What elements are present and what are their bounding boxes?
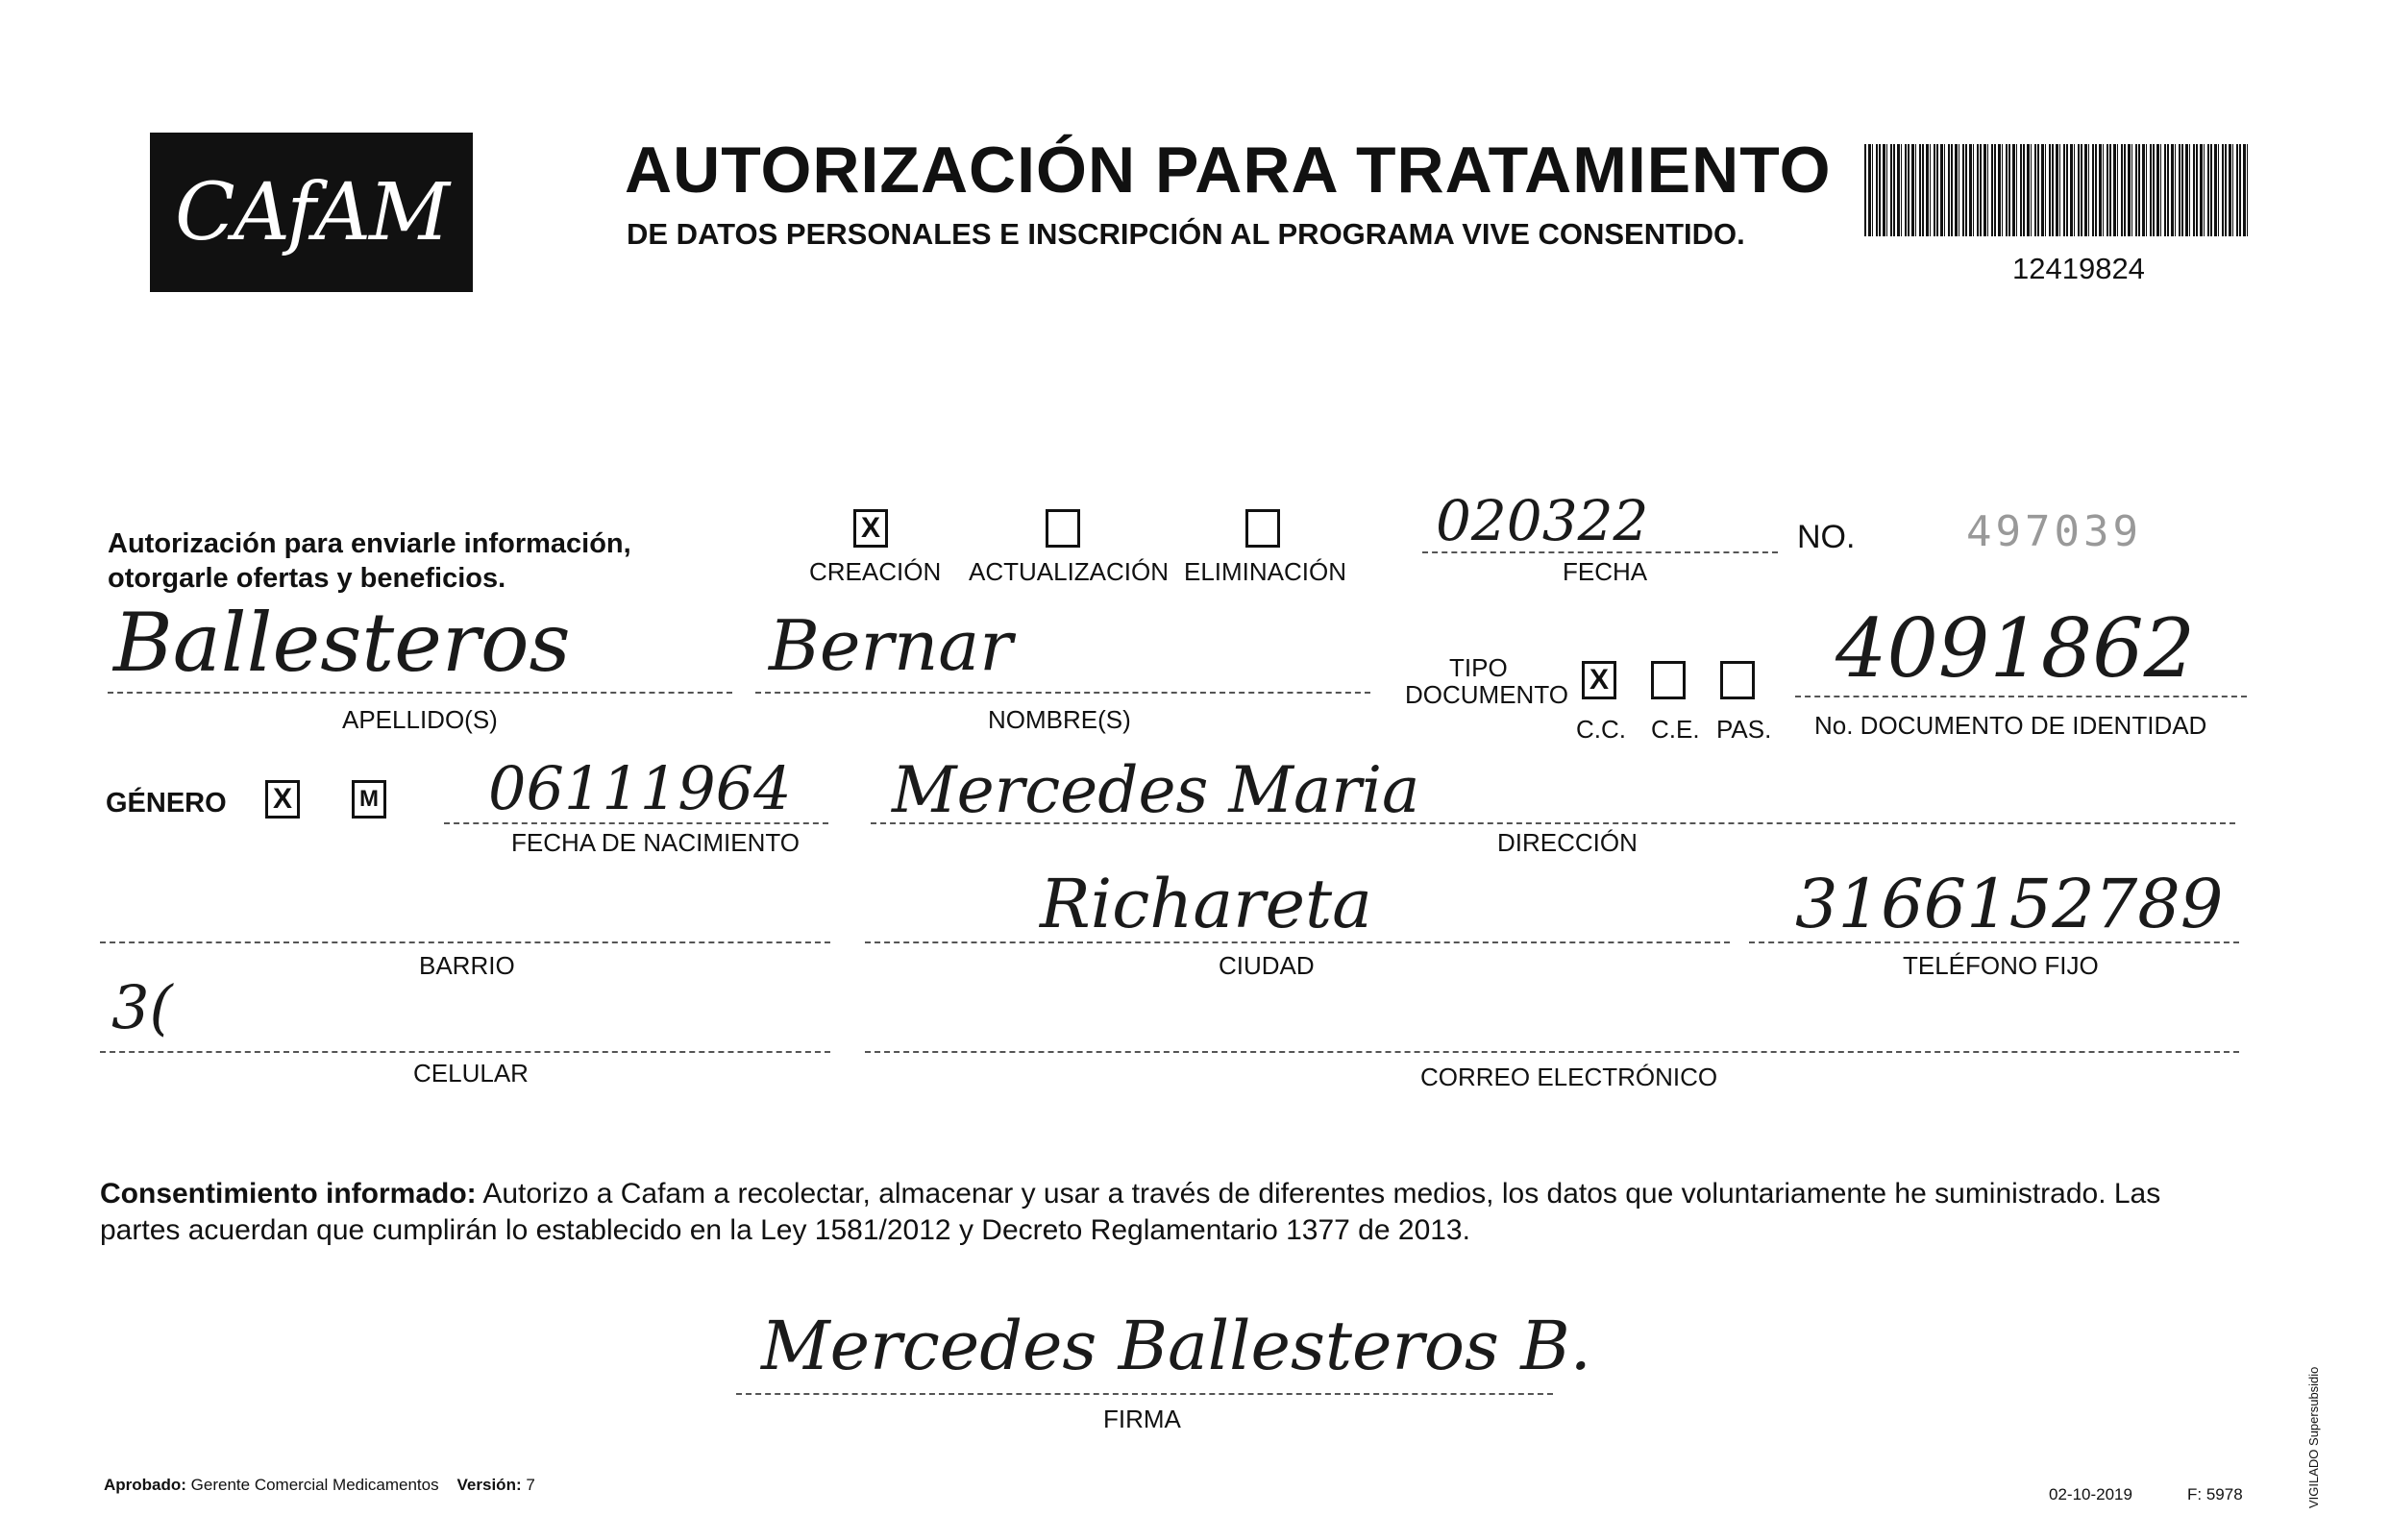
footer-approval	[104, 1476, 535, 1495]
apellidos-value[interactable]: Ballesteros	[113, 596, 571, 690]
creacion-label: CREACIÓN	[809, 557, 942, 586]
barrio-label: BARRIO	[419, 951, 515, 980]
numero-value: 497039	[1966, 507, 2142, 556]
vigilado-side-text: VIGILADO Supersubsidio	[2306, 1366, 2321, 1508]
correo-line	[865, 1051, 2239, 1053]
telefono-label: TELÉFONO FIJO	[1903, 951, 2099, 980]
direccion-label: DIRECCIÓN	[1497, 828, 1638, 857]
document-title: AUTORIZACIÓN PARA TRATAMIENTO	[625, 134, 1832, 207]
cc-label: C.C.	[1576, 715, 1626, 744]
barcode	[1864, 144, 2251, 236]
pas-checkbox[interactable]	[1720, 661, 1755, 699]
cafam-logo	[150, 133, 473, 292]
genero-m-checkbox[interactable]: M	[352, 780, 386, 819]
footer-date: 02-10-2019	[2049, 1485, 2132, 1503]
apellidos-label: APELLIDO(S)	[342, 705, 498, 734]
apellidos-line	[108, 692, 732, 694]
tipo-documento-label-1: TIPO	[1449, 653, 1508, 682]
ciudad-label: CIUDAD	[1219, 951, 1315, 980]
celular-line	[100, 1051, 830, 1053]
aprobado-label: Aprobado:	[104, 1476, 186, 1494]
actualizacion-checkbox[interactable]	[1046, 509, 1080, 548]
genero-label: GÉNERO	[106, 788, 227, 819]
actualizacion-label: ACTUALIZACIÓN	[969, 557, 1170, 586]
cc-checkbox[interactable]: X	[1582, 661, 1616, 699]
signature-line	[736, 1393, 1553, 1395]
consent-text: Autorizo a Cafam a recolectar, almacenar y usar a través de diferentes medios, los datos que voluntariamente he suministrado. Las partes acuerdan que cumplirán lo establecido en la Ley 1581/2012 y Decreto Reglamentario 1377 de 2013.	[100, 1178, 2161, 1246]
nacimiento-value[interactable]: 06111964	[488, 753, 792, 823]
telefono-value[interactable]: 3166152789	[1795, 865, 2224, 943]
authorization-text-line2: otorgarle ofertas y beneficios.	[108, 563, 506, 594]
barrio-line	[100, 941, 830, 943]
firma-label: FIRMA	[1103, 1405, 1181, 1433]
ce-label: C.E.	[1651, 715, 1700, 744]
creacion-checkbox[interactable]: X	[853, 509, 888, 548]
consent-paragraph	[100, 1176, 2233, 1249]
celular-label: CELULAR	[413, 1059, 529, 1088]
ciudad-value[interactable]: Richareta	[1040, 865, 1372, 943]
nombres-label: NOMBRE(S)	[988, 705, 1131, 734]
nacimiento-line	[444, 822, 828, 824]
ciudad-line	[865, 941, 1730, 943]
authorization-text-line1: Autorización para enviarle información,	[108, 528, 631, 559]
ce-checkbox[interactable]	[1651, 661, 1686, 699]
fecha-value[interactable]: 020322	[1436, 488, 1649, 553]
celular-value[interactable]: 3(	[111, 972, 173, 1042]
fecha-label: FECHA	[1563, 557, 1648, 586]
eliminacion-label: ELIMINACIÓN	[1184, 557, 1347, 586]
nacimiento-label: FECHA DE NACIMIENTO	[511, 828, 801, 857]
consent-heading: Consentimiento informado:	[100, 1178, 477, 1210]
genero-f-checkbox[interactable]: X	[265, 780, 300, 819]
version-label: Versión:	[456, 1476, 522, 1494]
pas-label: PAS.	[1716, 715, 1772, 744]
direccion-line	[871, 822, 2235, 824]
fecha-line	[1422, 551, 1778, 553]
telefono-line	[1749, 941, 2239, 943]
nombres-line	[755, 692, 1370, 694]
nombres-value[interactable]: Bernar	[769, 605, 1013, 686]
aprobado-value: Gerente Comercial Medicamentos	[190, 1476, 439, 1494]
direccion-value[interactable]: Mercedes Maria	[892, 753, 1420, 827]
numero-label: NO.	[1797, 519, 1856, 555]
barcode-number: 12419824	[2012, 252, 2145, 285]
documento-value[interactable]: 4091862	[1836, 601, 2196, 696]
footer-code: F: 5978	[2187, 1485, 2243, 1503]
signature-value[interactable]: Mercedes Ballesteros B.	[761, 1307, 1591, 1385]
tipo-documento-label-2: DOCUMENTO	[1405, 680, 1568, 709]
correo-label: CORREO ELECTRÓNICO	[1420, 1063, 1718, 1091]
eliminacion-checkbox[interactable]	[1245, 509, 1280, 548]
documento-line	[1795, 696, 2247, 697]
version-value: 7	[526, 1476, 535, 1494]
documento-label: No. DOCUMENTO DE IDENTIDAD	[1814, 711, 2207, 740]
document-subtitle: DE DATOS PERSONALES E INSCRIPCIÓN AL PROGRAMA VIVE CONSENTIDO.	[627, 217, 1745, 251]
logo-text: CAfAM	[174, 166, 449, 258]
